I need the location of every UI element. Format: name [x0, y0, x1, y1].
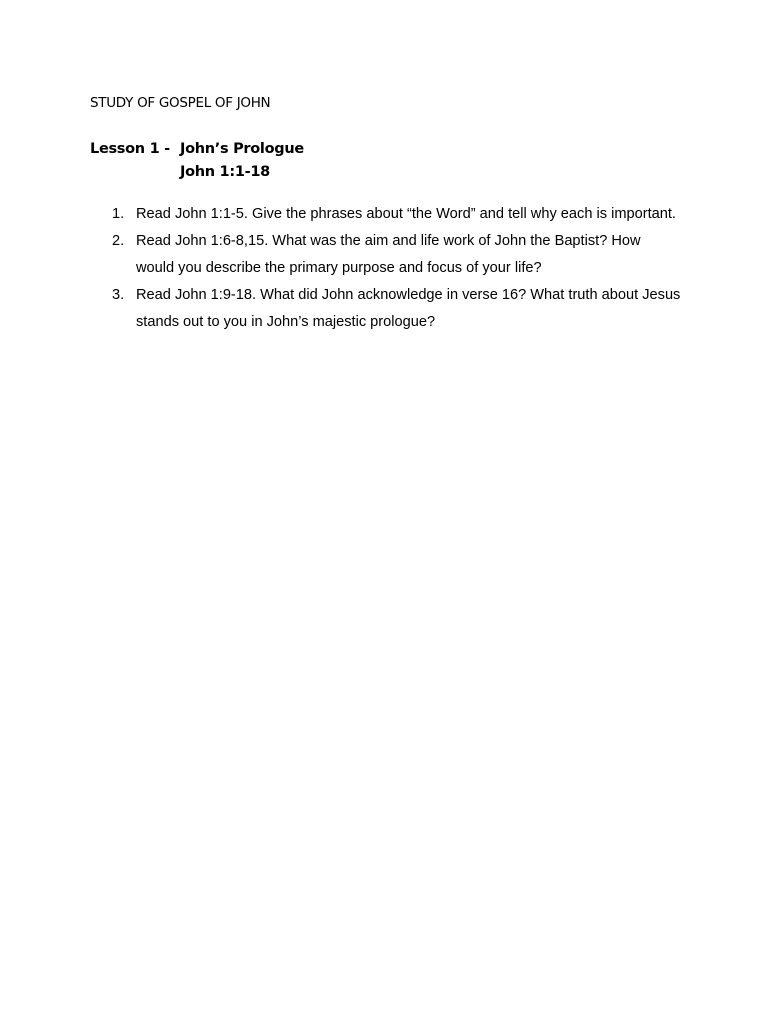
lesson-label: Lesson 1 -	[90, 141, 170, 157]
list-item-number: 2.	[112, 233, 125, 249]
list-item-text: Read John 1:6-8,15. What was the aim and life work of John the Baptist? How would you describe the primary purpose and focus of your life?	[136, 233, 641, 276]
lesson-reference: John 1:1-18	[180, 164, 270, 180]
document-title: STUDY OF GOSPEL OF JOHN	[90, 95, 271, 111]
list-item-text: Read John 1:1-5. Give the phrases about “the Word” and tell why each is important.	[136, 206, 676, 222]
list-item-number: 3.	[112, 287, 125, 303]
question-list	[112, 201, 682, 336]
list-item-text: Read John 1:9-18. What did John acknowledge in verse 16? What truth about Jesus stands out to you in John’s majestic prologue?	[136, 287, 681, 330]
lesson-name: John’s Prologue	[180, 141, 304, 157]
list-item-number: 1.	[112, 206, 125, 222]
list-item	[112, 282, 682, 336]
list-item	[112, 201, 682, 228]
list-item	[112, 228, 682, 282]
